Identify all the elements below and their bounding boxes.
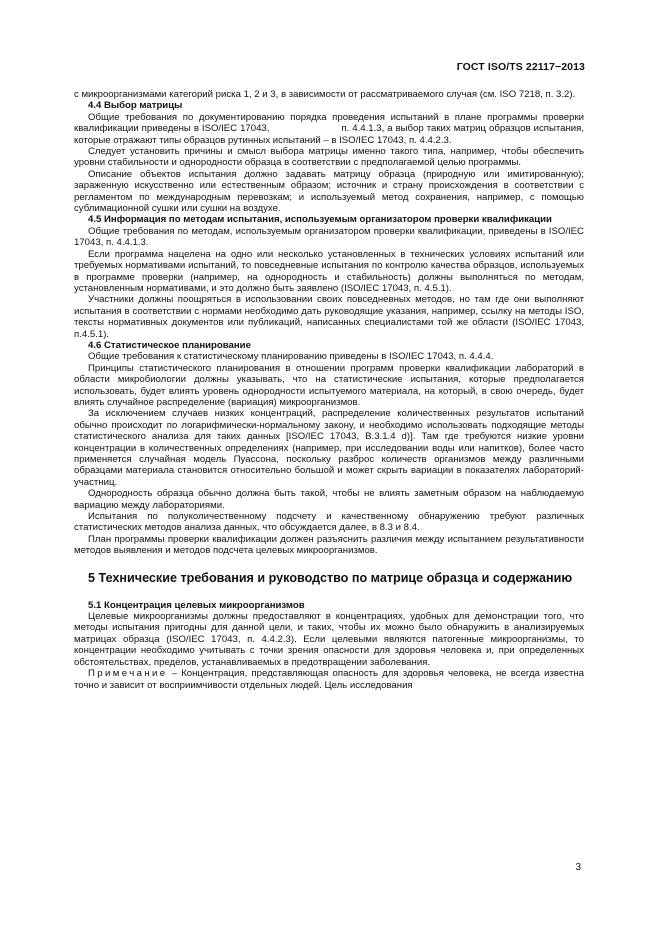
page-number: 3 (575, 862, 581, 873)
section-4-6-paragraph-4: Однородность образца обычно должна быть такой, чтобы не влиять заметным образом на наблюдаемую вариацию между лабораториями. (74, 488, 584, 511)
paragraph-continuation: с микроорганизмами категорий риска 1, 2 и 3, в зависимости от рассматриваемого случая (см. ISO 7218, п. 3.2). (74, 89, 576, 100)
section-4-5-paragraph-1: Общие требования по методам, используемым организатором проверки квалификации, приведены в ISO/IEC 17043, п. 4.4.1.3. (74, 225, 584, 249)
section-4-6-paragraph-3: За исключением случаев низких концентраций, распределение количественных результатов испытаний обычно происходит по логарифмически-нормальному закону, и необходимо использовать подходящие методы статистического анализа для таких данных [ISO/IEC 17043, В.3.1.4 d)]. Там где требуются низкие уровни концентрации в количественных определениях (например, при исследовании воды или напитков), более часто применяется случайная модель Пуассона, поскольку разброс количеств организмов между различными образцами материала становится относительно большой и может скрыть вариации в показателях лабораторий-участниц. (74, 408, 584, 488)
section-4-6-paragraph-2: Принципы статистического планирования в отношении программ проверки квалификации лабораторий в области микробиологии должны указывать, что на статистические испытания, которые предполагается использовать, будет влиять уровень однородности испытуемого материала, на который, в свою очередь, будет влиять случайное распределение (вариация) микроорганизмов. (74, 362, 584, 408)
section-4-6-heading: 4.6 Статистическое планирование (88, 339, 251, 351)
document-body (74, 89, 587, 691)
section-4-5-paragraph-3: Участники должны поощряться в использовании своих повседневных методов, но там где они выполняют испытания в соответствии с нормами необходимо дать руководящие указания, например, ссылку на методы ISO, тексты нормативных документов или публикаций, написанных специалистами той же области (ISO/IEC 17043, п.4.5.1). (74, 294, 584, 340)
note-label: Примечание (88, 668, 168, 680)
section-5-1-heading: 5.1 Концентрация целевых микроорганизмов (88, 599, 305, 611)
section-4-4-heading: 4.4 Выбор матрицы (88, 100, 183, 112)
section-4-4-paragraph-3: Описание объектов испытания должно задавать матрицу образца (природную или имитированную); зараженную искусственно или естественным образом; источник и страну происхождения в соответствии с регламентом по международным перевозкам; и используемый метод сохранения, например, с помощью сублимационной сушки или сушки на воздухе. (74, 168, 584, 215)
note-text: – Концентрация, представляющая опасность для здоровья человека, не всегда известна точно и зависит от восприимчивости отдельных людей. Цель исследования (74, 668, 584, 691)
standard-code-header: ГОСТ ISO/TS 22117−2013 (456, 61, 585, 73)
section-4-4-paragraph-2: Следует установить причины и смысл выбора матрицы именно такого типа, например, чтобы обеспечить уровни стабильности и однородности образца в соответствии с предполагаемой целью программы. (74, 146, 584, 169)
section-4-5-paragraph-2: Если программа нацелена на одно или несколько установленных в технических условиях испытаний или требуемых нормативами испытаний, то повседневные испытания по контролю качества образцов, используемых в программе проверки (например, на однородность и стабильность) должны выполняться по методам, установленным нормативами, и это должно быть заявлено (ISO/IEC 17043, п. 4.5.1). (74, 248, 584, 294)
section-5-1-paragraph-1: Целевые микроорганизмы должны предоставляют в концентрациях, удобных для демонстрации того, что методы испытания пригодны для данной цели, и таких, чтобы их можно было обнаружить в анализируемых матрицах образца (ISO/IEC 17043, п. 4.4.2.3). Если целевыми являются патогенные микроорганизмы, то концентрации необходимо учитывать с точки зрения опасности для здоровья человека и, при определенных обстоятельствах, пределов, устанавливаемых в предотвращении заболевания. (74, 611, 584, 668)
section-4-6-paragraph-1: Общие требования к статистическому планированию приведены в ISO/IEC 17043, п. 4.4.4. (88, 351, 494, 363)
section-5-heading: 5 Технические требования и руководство по матрице образца и содержанию (88, 570, 573, 585)
section-4-4-paragraph-1: Общие требования по документированию порядка проведения испытаний в плане программы проверки квалификации приведены в ISO/IEC 17043, п. 4.4.1.3, а выбор таких матриц образцов испытания, которые отражают типы образцов рутинных испытаний – в ISO/IEC 17043, п. 4.4.2.3. (74, 111, 587, 146)
note-paragraph (74, 668, 584, 691)
section-4-6-paragraph-6: План программы проверки квалификации должен разъяснить различия между испытанием результативности методов выявления и методов подсчета целевых микроорганизмов. (74, 533, 584, 557)
section-4-5-heading: 4.5 Информация по методам испытания, используемым организатором проверки квалификации (88, 214, 552, 226)
section-4-6-paragraph-5: Испытания по полуколичественному подсчету и качественному обнаружению требуют различных статистических методов анализа данных, что обсуждается далее, в 8.3 и 8.4. (74, 511, 584, 534)
